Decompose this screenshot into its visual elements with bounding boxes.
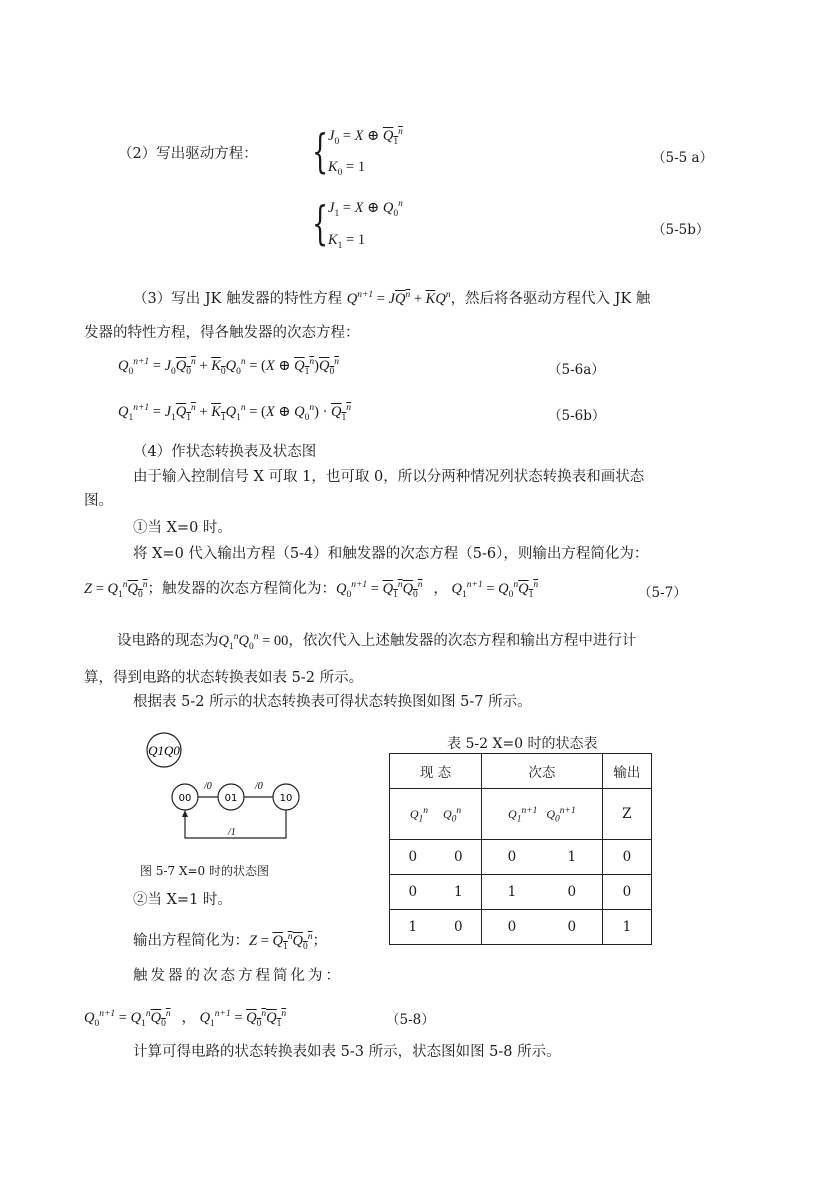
legend-label: Q1Q0 — [148, 743, 180, 758]
state-label-10: 10 — [279, 793, 293, 804]
subheader-next: $Q_1^{n+1}$ $Q_0^{n+1}$ — [482, 789, 603, 840]
eq-j1: $J_1 = X$ ⊕ $Q_0^n$ — [328, 199, 403, 219]
simplified-line: $Z = Q_1^nQ_0^n$；触发器的次态方程简化为：$Q_0^{n+1} = Q_1^nQ_0^n$ ， $Q_1^{n+1} = Q_0^nQ_1^n$ — [84, 580, 539, 600]
by-table-line: 根据表 5-2 所示的状态转换表可得状态转换图如图 5-7 所示。 — [133, 694, 532, 710]
assume-line1: 设电路的现态为$Q_1^nQ_0^n = 00$，依次代入上述触发器的次态方程和输出方程中进行计 — [117, 632, 637, 652]
table-header-row — [390, 754, 652, 789]
subheader-output: Z — [602, 789, 651, 840]
assume-line2: 算，得到电路的状态转换表如表 5-2 所示。 — [84, 670, 364, 686]
next-state-label: 触发器的次态方程简化为： — [133, 968, 343, 984]
arc-label-01-10: /0 — [255, 781, 263, 792]
cell: 0 — [390, 840, 436, 875]
jk-characteristic-eq: $Q^{n+1} = JQ^n + \overline{K}Q^n$ — [346, 290, 451, 307]
eq-number-5-8: （5-8） — [386, 1012, 435, 1028]
arrowhead-10-00 — [182, 810, 188, 817]
header-next-state: 次态 — [482, 754, 603, 789]
eq-number-5-6a: （5-6a） — [548, 362, 605, 378]
state-label-01: 01 — [224, 793, 238, 804]
case-x0-title: ①当 X=0 时。 — [133, 520, 232, 536]
eq-j0: $J_0 = X$ ⊕ $Q_1^n$ — [328, 127, 403, 147]
cell: 1 — [542, 840, 602, 875]
output-simplified: 输出方程简化为：$Z = Q_1^nQ_0^n$； — [133, 932, 327, 952]
cell: 1 — [482, 875, 542, 910]
table-row — [390, 910, 652, 945]
eq-k0: $K_0 = 1$ — [328, 159, 366, 178]
eq-number-5-5a: （5-5 a） — [652, 150, 714, 166]
eq-number-5-6b: （5-6b） — [548, 408, 606, 424]
eq-q0-next: $Q_0^{n+1} = J_0Q_0^n + K_0Q_0^n = (X$ ⊕ $Q_1^n)Q_0^n$ — [118, 357, 339, 377]
state-diagram-5-7 — [130, 725, 320, 850]
eq-5-8: $Q_0^{n+1} = Q_1^nQ_0^n$ ， $Q_1^{n+1} = Q_0^nQ_1^n$ — [84, 1009, 287, 1029]
step4-title: （4）作状态转换表及状态图 — [133, 444, 317, 460]
cell: 1 — [602, 910, 651, 945]
eq-k1: $K_1 = 1$ — [328, 232, 366, 251]
header-present-state: 现 态 — [390, 754, 482, 789]
arc-label-00-01: /0 — [204, 781, 212, 792]
brace-2: { — [312, 196, 329, 250]
eq-number-5-5b: （5-5b） — [652, 222, 710, 238]
cell: 0 — [390, 875, 436, 910]
eq-q1-next: $Q_1^{n+1} = J_1Q_1^n + K_1Q_1^n = (X$ ⊕ $Q_0^n) \cdot Q_1^n$ — [118, 403, 352, 423]
final-line: 计算可得电路的状态转换表如表 5-3 所示，状态图如图 5-8 所示。 — [133, 1044, 561, 1060]
step4-para1-line2: 图。 — [84, 493, 113, 509]
state-table-5-2 — [389, 753, 652, 945]
subheader-present: $Q_1^n$ $Q_0^n$ — [390, 789, 482, 840]
case-x1-title: ②当 X=1 时。 — [133, 892, 232, 908]
cell: 0 — [542, 910, 602, 945]
cell: 0 — [482, 910, 542, 945]
header-output: 输出 — [602, 754, 651, 789]
table-row — [390, 840, 652, 875]
step2-label: （2）写出驱动方程： — [118, 146, 258, 162]
cell: 0 — [482, 840, 542, 875]
step3-line1: （3）写出 JK 触发器的特性方程 $Q^{n+1} = JQ^n + \overline{K}Q^n$，然后将各驱动方程代入 JK 触 — [133, 290, 651, 307]
cell: 1 — [435, 875, 481, 910]
brace-1: { — [312, 124, 329, 178]
cell: 1 — [390, 910, 436, 945]
cell: 0 — [435, 910, 481, 945]
cell: 0 — [602, 840, 651, 875]
state-label-00: 00 — [178, 793, 192, 804]
table-subheader-row — [390, 789, 652, 840]
cell: 0 — [435, 840, 481, 875]
figure-caption-5-7: 图 5-7 X=0 时的状态图 — [140, 864, 270, 878]
eq-number-5-7: （5-7） — [638, 585, 687, 601]
step4-para1-line1: 由于输入控制信号 X 可取 1，也可取 0，所以分两种情况列状态转换表和画状态 — [133, 469, 645, 485]
table-row — [390, 875, 652, 910]
table-caption-5-2: 表 5-2 X=0 时的状态表 — [447, 736, 598, 752]
arc-label-10-00: /1 — [228, 827, 236, 838]
cell: 0 — [542, 875, 602, 910]
substitution-line: 将 X=0 代入输出方程（5-4）和触发器的次态方程（5-6），则输出方程简化为： — [133, 546, 649, 562]
step3-line2: 发器的特性方程，得各触发器的次态方程： — [84, 325, 360, 341]
cell: 0 — [602, 875, 651, 910]
